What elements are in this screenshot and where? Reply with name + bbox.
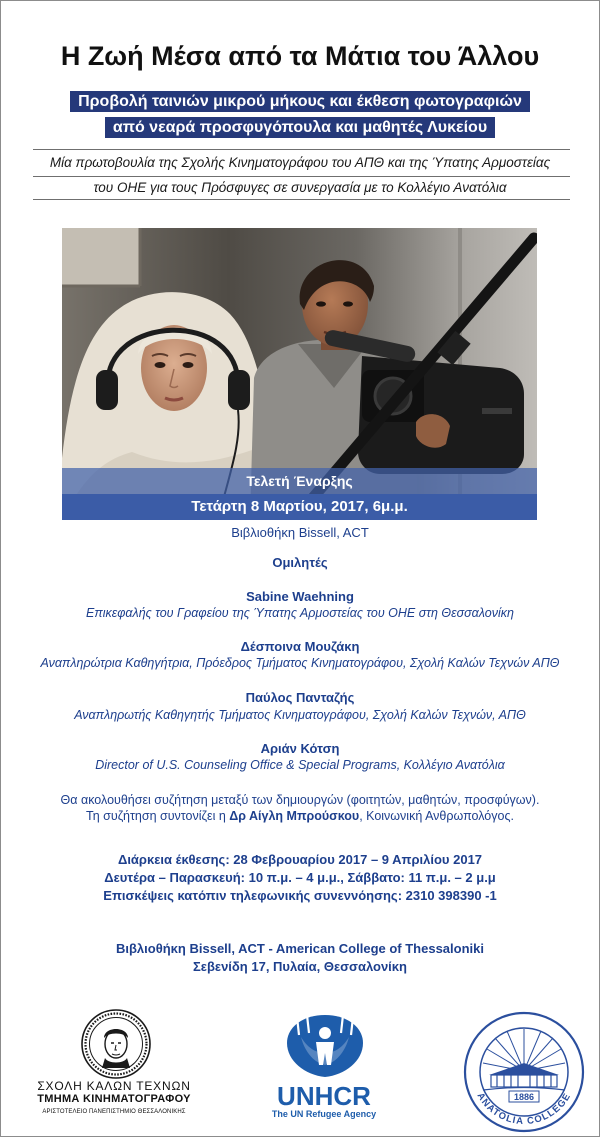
- discussion-suffix: , Κοινωνική Ανθρωπολόγος.: [359, 809, 514, 823]
- unhcr-tagline: The UN Refugee Agency: [271, 1109, 377, 1119]
- exhibition-visits-phone: Επισκέψεις κατόπιν τηλεφωνικής συνεννόησης: 2310 398390 -1: [103, 888, 497, 903]
- speaker-name: Δέσποινα Μουζάκη: [240, 639, 360, 654]
- anatolia-seal-icon: [463, 1011, 585, 1133]
- moderator-name: Δρ Αίγλη Μπρούσκου: [229, 809, 360, 823]
- discussion-prefix: Τη συζήτηση συντονίζει η: [86, 809, 230, 823]
- divider-rule: [33, 176, 570, 177]
- discussion-line-2: [1, 808, 599, 824]
- opening-ceremony-label: Τελετή Έναρξης: [62, 468, 537, 494]
- speaker-role: Director of U.S. Counseling Office & Special Programs, Κολλέγιο Ανατόλια: [95, 758, 505, 772]
- university-name: ΑΡΙΣΤΟΤΕΛΕΙΟ ΠΑΝΕΠΙΣΤΗΜΙΟ ΘΕΣΣΑΛΟΝΙΚΗΣ: [42, 1109, 186, 1115]
- school-name: ΣΧΟΛΗ ΚΑΛΩΝ ΤΕΧΝΩΝ: [37, 1079, 191, 1093]
- seal-name-path: ANATOLIA COLLEGE: [474, 1090, 574, 1128]
- divider-rule: [33, 149, 570, 150]
- opening-venue: Βιβλιοθήκη Bissell, ACT: [231, 525, 369, 540]
- banner-row-2: [1, 117, 599, 138]
- speaker-name: Sabine Waehning: [246, 589, 354, 604]
- location-line-1: Βιβλιοθήκη Bissell, ACT - American College of Thessaloniki: [116, 941, 484, 956]
- speaker-role: Αναπληρώτρια Καθηγήτρια, Πρόεδρος Τμήματος Κινηματογράφου, Σχολή Καλών Τεχνών ΑΠΘ: [40, 656, 560, 670]
- poster-title: Η Ζωή Μέσα από τα Μάτια του Άλλου: [60, 41, 540, 71]
- banner-line-2: από νεαρά προσφυγόπουλα και μαθητές Λυκείου: [105, 117, 495, 138]
- location-line-2: Σεβενίδη 17, Πυλαία, Θεσσαλονίκη: [193, 959, 407, 974]
- speakers-heading: Ομιλητές: [272, 555, 328, 570]
- exhibition-hours: Δευτέρα – Παρασκευή: 10 π.μ. – 4 μ.μ., Σάββατο: 11 π.μ. – 2 μ.μ: [104, 870, 496, 885]
- exhibition-duration: Διάρκεια έκθεσης: 28 Φεβρουαρίου 2017 – 9 Απριλίου 2017: [117, 852, 483, 867]
- speaker-name: Αριάν Κότση: [260, 741, 340, 756]
- speaker-role: Αναπληρωτής Καθηγητής Τμήματος Κινηματογράφου, Σχολή Καλών Τεχνών, ΑΠΘ: [74, 708, 526, 722]
- banner-line-1: Προβολή ταινιών μικρού μήκους και έκθεση φωτογραφιών: [70, 91, 530, 112]
- department-name: ΤΜΗΜΑ ΚΙΝΗΜΑΤΟΓΡΑΦΟΥ: [37, 1093, 191, 1105]
- initiative-line-2: του ΟΗΕ για τους Πρόσφυγες σε συνεργασία με το Κολλέγιο Ανατόλια: [93, 180, 507, 195]
- unhcr-wordmark: UNHCR: [277, 1081, 371, 1111]
- speaker-role: Επικεφαλής του Γραφείου της Ύπατης Αρμοστείας του ΟΗΕ στη Θεσσαλονίκη: [86, 606, 514, 620]
- event-photo: [62, 228, 537, 520]
- opening-datetime: Τετάρτη 8 Μαρτίου, 2017, 6μ.μ.: [62, 494, 537, 520]
- auth-emblem-icon: [80, 1008, 152, 1080]
- divider-rule: [33, 199, 570, 200]
- seal-year: 1886: [513, 1092, 535, 1102]
- discussion-line-1: Θα ακολουθήσει συζήτηση μεταξύ των δημιουργών (φοιτητών, μαθητών, προσφύγων).: [60, 793, 540, 807]
- speaker-name: Παύλος Πανταζής: [245, 690, 355, 705]
- unhcr-hands-icon: [283, 1013, 367, 1079]
- banner-row-1: [1, 91, 599, 112]
- initiative-line-1: Μία πρωτοβουλία της Σχολής Κινηματογράφου του ΑΠΘ και της Ύπατης Αρμοστείας: [49, 155, 551, 170]
